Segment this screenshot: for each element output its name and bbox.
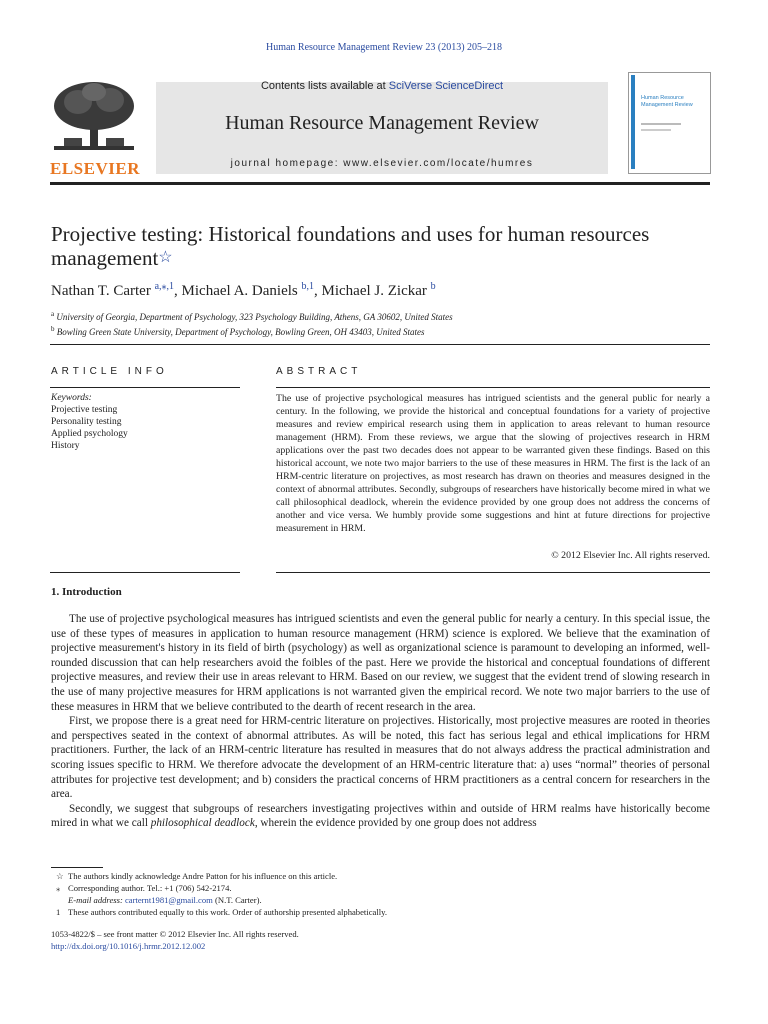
footnotes [56, 870, 387, 918]
footnote-mark: ⁎ [56, 883, 61, 893]
footnote-text: The authors kindly acknowledge Andre Patton for his influence on this article. [68, 871, 338, 881]
emphasized-term: philosophical deadlock [150, 817, 255, 830]
affiliation-text: Bowling Green State University, Department of Psychology, Bowling Green, OH 43403, United States [56, 327, 425, 337]
author-affiliation-mark[interactable]: b,1 [301, 281, 315, 292]
header-divider [50, 182, 710, 185]
cover-title: Human Resource Management Review [641, 95, 693, 108]
bottom-matter [51, 928, 299, 952]
author-list: Nathan T. Carter $^{a,⁎,1}$, Michael A. Daniels $^{b,1}$, Michael J. Zickar $^b$ [51, 281, 436, 299]
journal-banner [156, 82, 608, 174]
elsevier-logo [50, 80, 140, 178]
author-affiliation-mark[interactable]: b [430, 281, 436, 292]
email-link[interactable]: carternt1981@gmail.com [124, 895, 213, 905]
footnote-mark: 1 [56, 907, 61, 917]
article-info-rule [50, 387, 240, 388]
sciencedirect-link[interactable]: SciVerse ScienceDirect [388, 80, 504, 92]
body-paragraph: First, we propose there is a great need for HRM-centric literature on projectives. Historically, most projective measures are rooted in theories and perspectives seated in the context of abnormal attributes. As will be noted, this fact has serious legal and ethical implications for HRM practitioners. Further, the lack of an HRM-centric literature has resulted in measures that do not always address the practical administration and scoring issues specific to HRM. We therefore advocate the development of an HRM-centric literature that: a) uses “normal” theories of personal attributes for projective test development; and b) considers the practical concerns of HRM practitioners as a central concern for researchers in the area. [51, 715, 710, 801]
footnote-rule [51, 867, 103, 868]
introduction-heading: 1. Introduction [51, 586, 122, 598]
article-title [51, 222, 691, 270]
article-info-heading: ARTICLE INFO [51, 366, 168, 377]
keyword-item: Projective testing [51, 405, 118, 415]
keywords-block [51, 392, 128, 452]
email-label: E-mail address: [68, 895, 123, 905]
section-divider [50, 344, 710, 345]
introduction-body [51, 612, 710, 831]
footnote-text: Corresponding author. Tel.: +1 (706) 542-2174. [68, 883, 232, 893]
body-paragraph: The use of projective psychological measures has intrigued scientists and even the general public for nearly a century. In this special issue, the use of these types of measures in application to human resource management (HRM) science is explored. We believe that the examination of projective measurement's history in its field of birth (psychology) as well as organizational science is paramount to developing an informed, well-rounded discussion that can help researchers avoid the foibles of the past. Here we provide the historical and conceptual foundations of different projective measures, and review their use in areas relevant to HRM. Based on our review, we suggest that the evident trend of slowing research in the use of many projective measures for HRM applications is not warranted given the empirical record. We note two major barriers to the use of these measures in HRM that we believe contributed to the dearth of recent research in the area. [51, 613, 710, 713]
doi-link[interactable]: http://dx.doi.org/10.1016/j.hrmr.2012.12.002 [51, 941, 206, 951]
keyword-item: History [51, 441, 80, 451]
keywords-label: Keywords: [51, 393, 92, 403]
abstract-bottom-rule [276, 572, 710, 573]
affiliation-mark: a [51, 310, 55, 318]
title-footnote-star-icon[interactable]: ☆ [158, 249, 173, 266]
email-note: (N.T. Carter). [215, 895, 262, 905]
contents-prefix: Contents lists available at [260, 80, 389, 92]
elsevier-tree-icon [50, 80, 138, 152]
contents-availability [156, 80, 608, 92]
footnote-text: These authors contributed equally to this work. Order of authorship presented alphabetically. [68, 907, 387, 917]
body-text: , wherein the evidence provided by one group does not address [254, 817, 537, 830]
abstract-rule [276, 387, 710, 388]
abstract-text: The use of projective psychological measures has intrigued scientists and the general public for nearly a century. In the following, we provide the historical and conceptual foundations for a variety of projective measures and review empirical research using them in application to areas relevant to human resource management (HRM). From these reviews, we argue that the slowing of projectives research in HRM applications over the past two decades does not appear to be warranted given these findings. Based on this historical account, we note two major barriers to the use of these measures in HRM. The first is the lack of an HRM-centric literature on projectives, as most research has drawn on theories and measures designed in the context of abnormal attributes. Secondly, subgroups of researchers have historically become mired in what we call philosophical deadlock, wherein the evidence provided by one group does not address the concerns of another and vice versa. We humbly provide some suggestions and hint at future directions for projective measurement in HRM. [276, 393, 710, 534]
body-paragraph [51, 802, 710, 831]
abstract-heading: ABSTRACT [276, 366, 362, 377]
author-name: Michael A. Daniels [181, 283, 298, 299]
journal-cover-thumbnail[interactable] [628, 72, 711, 174]
footnote-item [56, 906, 387, 918]
elsevier-wordmark: ELSEVIER [50, 159, 140, 178]
affiliation-item [51, 323, 453, 338]
keyword-item: Personality testing [51, 417, 122, 427]
issn-line: 1053-4822/$ – see front matter © 2012 Elsevier Inc. All rights reserved. [51, 929, 299, 939]
footnote-item [56, 894, 387, 906]
keyword-item: Applied psychology [51, 429, 128, 439]
author-affiliation-mark[interactable]: a,⁎,1 [154, 281, 175, 292]
journal-title: Human Resource Management Review [225, 112, 539, 134]
author-name: Nathan T. Carter [51, 283, 151, 299]
affiliation-item [51, 308, 453, 323]
footnote-star-icon: ☆ [56, 871, 64, 881]
author-name: Michael J. Zickar [321, 283, 427, 299]
article-info-bottom-rule [50, 572, 240, 573]
affiliation-mark: b [51, 325, 55, 333]
affiliation-text: University of Georgia, Department of Psychology, 323 Psychology Building, Athens, GA 30602, United States [56, 312, 453, 322]
footnote-item [56, 870, 387, 882]
body-text: Secondly, we suggest that subgroups of researchers investigating projectives within and outside of HRM realms have historically become mired in what we call [51, 802, 710, 830]
abstract-copyright: © 2012 Elsevier Inc. All rights reserved. [551, 550, 710, 561]
journal-homepage[interactable]: journal homepage: www.elsevier.com/locate/humres [230, 158, 534, 169]
footnote-item [56, 882, 387, 894]
journal-reference[interactable]: Human Resource Management Review 23 (2013) 205–218 [265, 42, 503, 53]
article-title-text: Projective testing: Historical foundations and uses for human resources management [51, 222, 650, 270]
affiliations [51, 308, 453, 338]
